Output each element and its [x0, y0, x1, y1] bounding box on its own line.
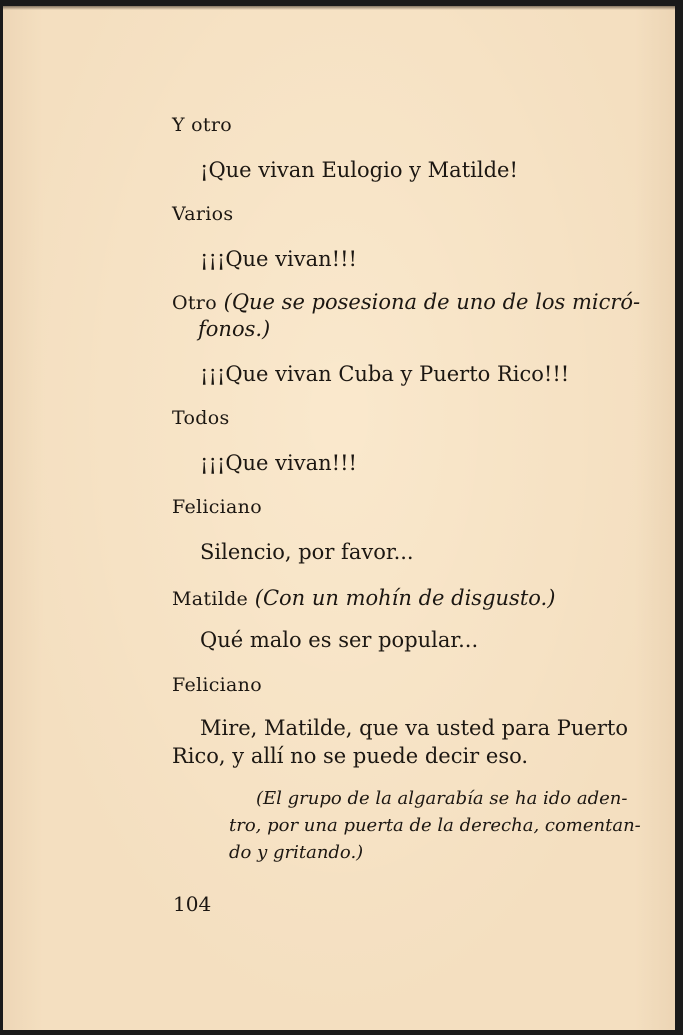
dialogue-line: Silencio, por favor... — [200, 540, 414, 564]
speaker-feliciano: Feliciano — [172, 674, 262, 696]
speaker-line-matilde — [172, 586, 555, 610]
dialogue-line: ¡Que vivan Eulogio y Matilde! — [200, 158, 518, 182]
speaker-matilde: Matilde — [172, 588, 249, 610]
stage-direction-inline: (Con un mohín de disgusto.) — [254, 586, 556, 610]
stage-direction-block-line: do y gritando.) — [229, 842, 364, 863]
speaker-line-otro — [172, 290, 640, 314]
stage-direction-block-line: tro, por una puerta de la derecha, comentan- — [229, 815, 641, 836]
speaker-otro: Otro — [172, 292, 217, 314]
speaker-varios: Varios — [172, 203, 234, 225]
speaker-feliciano: Feliciano — [172, 496, 262, 518]
page-number: 104 — [173, 892, 212, 916]
dialogue-line: ¡¡¡Que vivan Cuba y Puerto Rico!!! — [200, 362, 570, 386]
dialogue-line: Qué malo es ser popular... — [200, 628, 479, 652]
stage-direction-block-line: (El grupo de la algarabía se ha ido aden- — [256, 788, 628, 809]
page-top-edge — [3, 6, 675, 10]
speaker-todos: Todos — [172, 407, 230, 429]
stage-direction-continuation: fonos.) — [198, 317, 271, 341]
dialogue-line: ¡¡¡Que vivan!!! — [200, 451, 357, 475]
dialogue-line-continuation: Rico, y allí no se puede decir eso. — [172, 744, 529, 768]
dialogue-line: ¡¡¡Que vivan!!! — [200, 247, 357, 271]
stage-direction-inline: (Que se posesiona de uno de los micró- — [223, 290, 641, 314]
speaker-y-otro: Y otro — [172, 114, 232, 136]
dialogue-line: Mire, Matilde, que va usted para Puerto — [200, 716, 628, 740]
book-page — [3, 6, 675, 1030]
